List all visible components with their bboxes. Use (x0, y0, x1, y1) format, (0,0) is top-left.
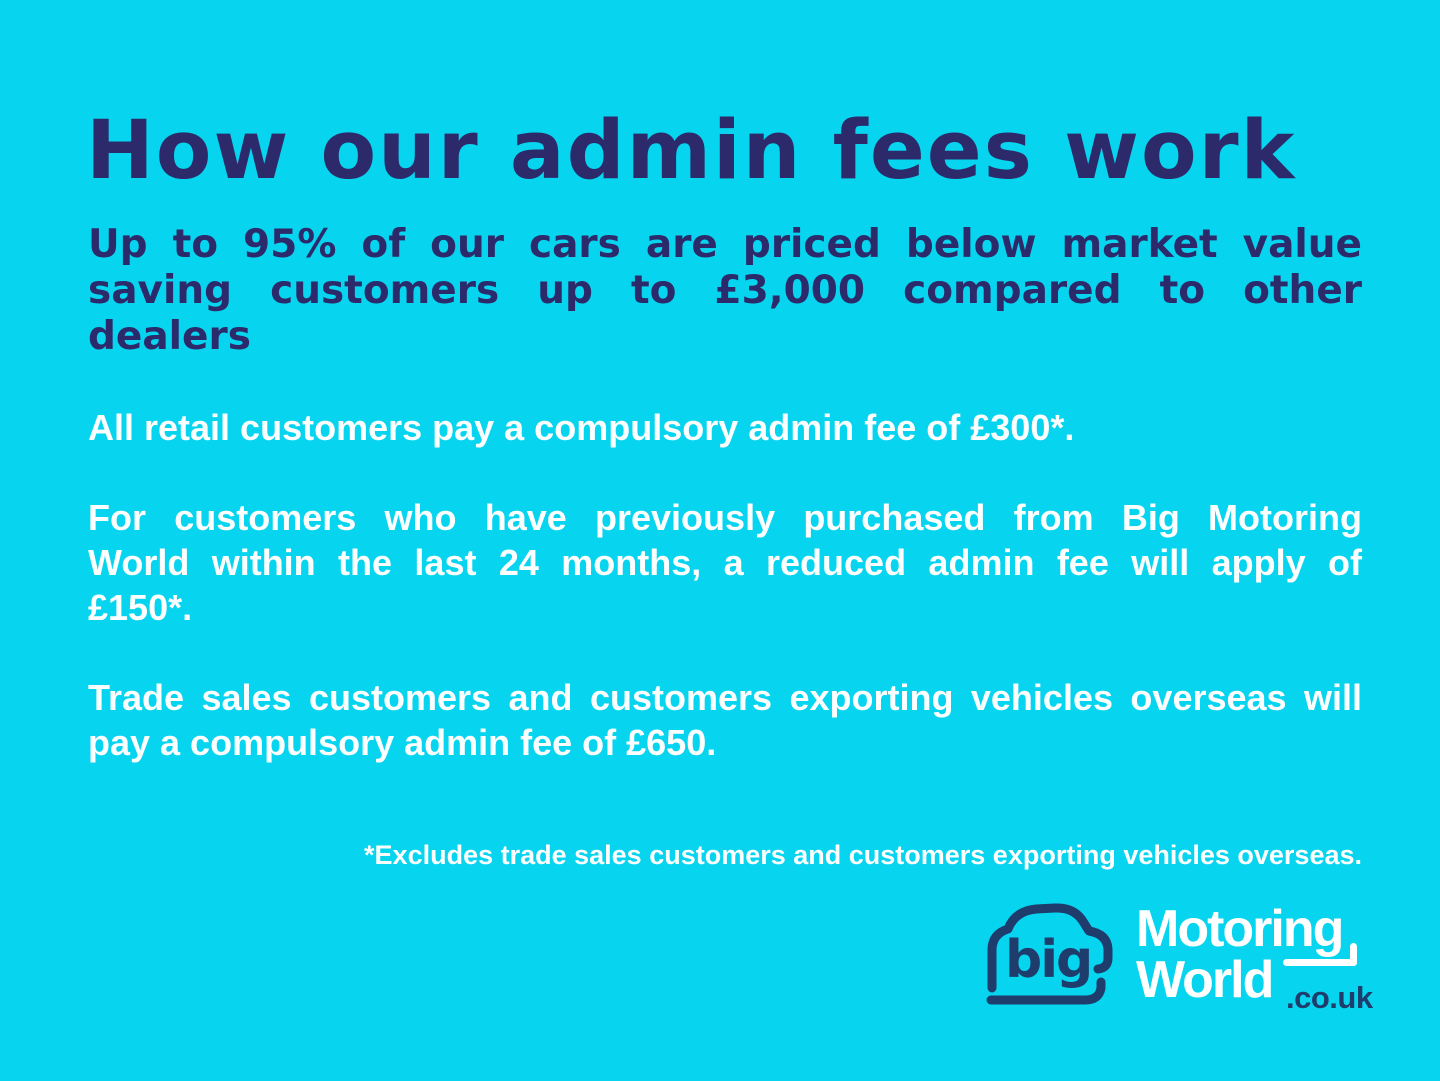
paragraph-retail-fee (88, 405, 1362, 450)
logo-connector-line (1350, 943, 1357, 966)
logo-connector-line (1283, 959, 1357, 966)
paragraph-line: £150*. (88, 587, 193, 628)
paragraph-line: For customers who have previously purchased from Big Motoring (88, 497, 1362, 538)
logo-domain-text: .co.uk (1286, 980, 1373, 1015)
subheading-line: Up to 95% of our cars are priced below market value (88, 222, 1362, 267)
logo-world-text: World (1136, 951, 1273, 1009)
paragraph-line: pay a compulsory admin fee of £650. (88, 722, 717, 763)
paragraph-returning-customer-fee (88, 495, 1362, 630)
subheading-line: saving customers up to £3,000 compared to other (88, 268, 1362, 313)
paragraph-line: World within the last 24 months, a reduced admin fee will apply of (88, 542, 1362, 583)
paragraph-line: Trade sales customers and customers exporting vehicles overseas will (88, 677, 1362, 718)
paragraph-trade-export-fee (88, 675, 1362, 765)
big-car-logo-icon (983, 896, 1129, 1018)
subheading (88, 222, 1362, 360)
logo-big-text: big (1005, 930, 1092, 990)
page-title: How our admin fees work (86, 104, 1297, 198)
subheading-line: dealers (88, 314, 251, 359)
footnote-disclaimer: *Excludes trade sales customers and customers exporting vehicles overseas. (364, 840, 1362, 870)
logo-motoring-text: Motoring (1136, 900, 1343, 958)
paragraph-line: All retail customers pay a compulsory admin fee of £300*. (88, 407, 1075, 448)
